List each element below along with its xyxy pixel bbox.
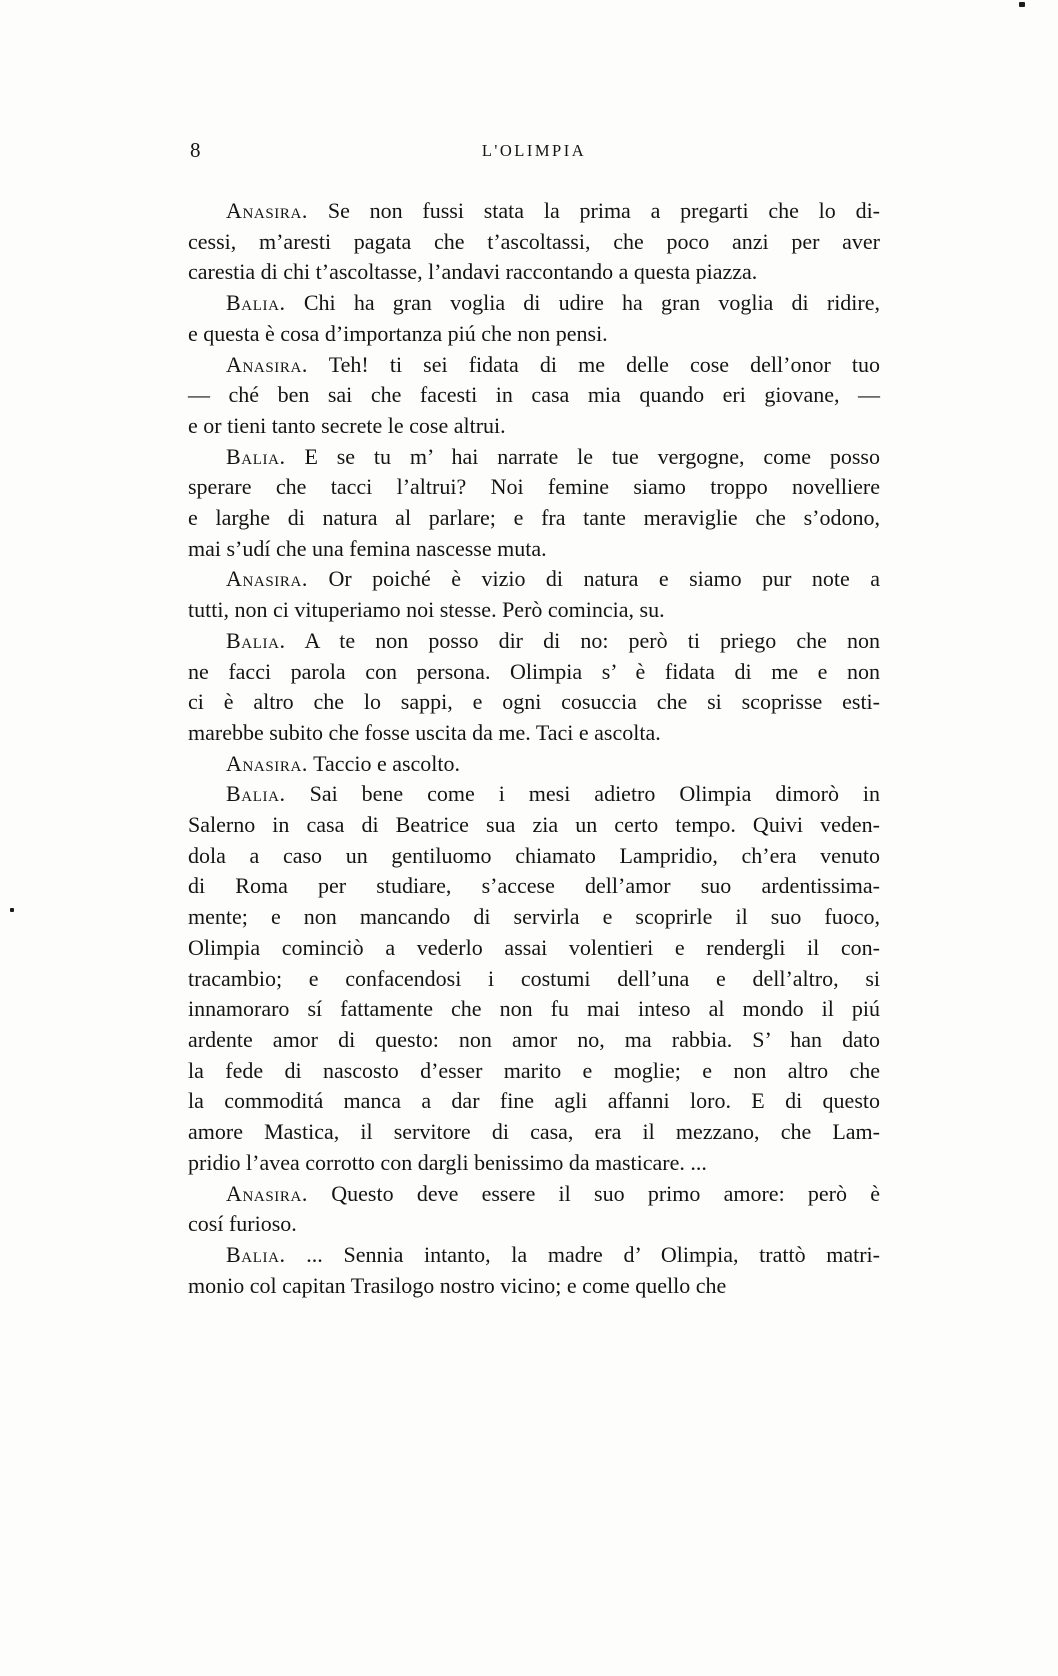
page-number: 8 <box>190 138 201 162</box>
line-text: Or poiché è vizio di natura e siamo pur note a <box>328 566 880 592</box>
speaker-name: Anasira. <box>226 750 309 776</box>
text-line: ne facci parola con persona. Olimpia s’ è fidata di me e non <box>188 658 880 684</box>
line-text: ... Sennia intanto, la madre d’ Olimpia, trattò matri- <box>306 1241 880 1267</box>
text-line <box>188 1240 880 1271</box>
text-line: amore Mastica, il servitore di casa, era il mezzano, che Lam- <box>188 1119 880 1145</box>
speaker-name: Balia. <box>226 627 286 653</box>
text-line: innamoraro sí fattamente che non fu mai inteso al mondo il piú <box>188 996 880 1022</box>
line-text: Sai bene come i mesi adietro Olimpia dimorò in <box>309 781 881 807</box>
text-line: di Roma per studiare, s’accese dell’amor suo ardentissima- <box>188 873 880 899</box>
line-text: A te non posso dir di no: però ti priego che non <box>304 627 880 653</box>
text-line: ardente amor di questo: non amor no, ma rabbia. S’ han dato <box>188 1026 880 1052</box>
text-line <box>188 1179 880 1210</box>
scan-speck-top-right <box>1019 2 1025 7</box>
line-text: Teh! ti sei fidata di me delle cose dell’onor tuo <box>328 351 881 377</box>
text-line <box>188 350 880 381</box>
text-line: la fede di nascosto d’esser marito e moglie; e non altro che <box>188 1057 880 1083</box>
text-line: carestia di chi t’ascoltasse, l’andavi raccontando a questa piazza. <box>188 259 758 285</box>
dialogue-paragraph <box>188 779 880 1178</box>
dialogue-paragraph <box>188 350 880 442</box>
page-header <box>188 138 880 166</box>
dialogue-paragraph <box>188 288 880 349</box>
scan-speck-left-margin <box>10 908 14 912</box>
text-line: mente; e non mancando di servirla e scoprirle il suo fuoco, <box>188 904 880 930</box>
speaker-name: Anasira. <box>226 198 309 223</box>
text-line: pridio l’avea corrotto con dargli benissimo da masticare. ... <box>188 1149 707 1175</box>
dialogue-paragraph <box>188 196 880 288</box>
speaker-name: Anasira. <box>226 1180 309 1206</box>
text-block <box>188 196 880 1301</box>
text-line: sperare che tacci l’altrui? Noi femine siamo troppo novelliere <box>188 474 880 500</box>
text-line <box>188 288 880 319</box>
text-line: tutti, non ci vituperiamo noi stesse. Però comincia, su. <box>188 597 665 623</box>
speaker-name: Anasira. <box>226 566 309 592</box>
text-line: dola a caso un gentiluomo chiamato Lampridio, ch’era venuto <box>188 842 880 868</box>
speaker-name: Anasira. <box>226 351 309 377</box>
text-line: cessi, m’aresti pagata che t’ascoltassi, che poco anzi per aver <box>188 228 880 254</box>
dialogue-paragraph <box>188 749 880 780</box>
text-line: marebbe subito che fosse uscita da me. Taci e ascolta. <box>188 719 661 745</box>
text-line: e larghe di natura al parlare; e fra tante meraviglie che s’odono, <box>188 505 880 531</box>
text-line <box>188 442 880 473</box>
text-line: Salerno in casa di Beatrice sua zia un certo tempo. Quivi veden- <box>188 812 880 838</box>
text-line: monio col capitan Trasilogo nostro vicino; e come quello che <box>188 1272 727 1298</box>
text-line: tracambio; e confacendosi i costumi dell’una e dell’altro, si <box>188 965 880 991</box>
text-line <box>188 564 880 595</box>
speaker-name: Balia. <box>226 1241 286 1267</box>
dialogue-paragraph <box>188 442 880 565</box>
speaker-name: Balia. <box>226 781 286 807</box>
dialogue-paragraph <box>188 1240 880 1301</box>
dialogue-paragraph <box>188 1179 880 1240</box>
line-text: Chi ha gran voglia di udire ha gran voglia di ridire, <box>303 290 881 316</box>
line-text: Taccio e ascolto. <box>313 750 461 776</box>
line-text: E se tu m’ hai narrate le tue vergogne, come posso <box>304 443 880 469</box>
text-line: — ché ben sai che facesti in casa mia quando eri giovane, — <box>188 382 880 408</box>
text-line <box>188 779 880 810</box>
running-title: L'OLIMPIA <box>481 141 587 160</box>
text-line <box>188 749 880 780</box>
text-line: e or tieni tanto secrete le cose altrui. <box>188 412 506 438</box>
text-line: mai s’udí che una femina nascesse muta. <box>188 535 547 561</box>
line-text: Se non fussi stata la prima a pregarti che lo di- <box>327 198 881 223</box>
speaker-name: Balia. <box>226 290 286 316</box>
text-line: la commoditá manca a dar fine agli affanni loro. E di questo <box>188 1088 880 1114</box>
speaker-name: Balia. <box>226 443 286 469</box>
text-line <box>188 626 880 657</box>
text-line: e questa è cosa d’importanza piú che non pensi. <box>188 320 608 346</box>
dialogue-paragraph <box>188 626 880 749</box>
text-line: Olimpia cominciò a vederlo assai volentieri e rendergli il con- <box>188 934 880 960</box>
text-line: cosí furioso. <box>188 1211 297 1237</box>
line-text: Questo deve essere il suo primo amore: però è <box>331 1180 880 1206</box>
text-line: ci è altro che lo sappi, e ogni cosuccia che si scoprisse esti- <box>188 689 880 715</box>
dialogue-paragraph <box>188 564 880 625</box>
text-line <box>188 196 880 227</box>
